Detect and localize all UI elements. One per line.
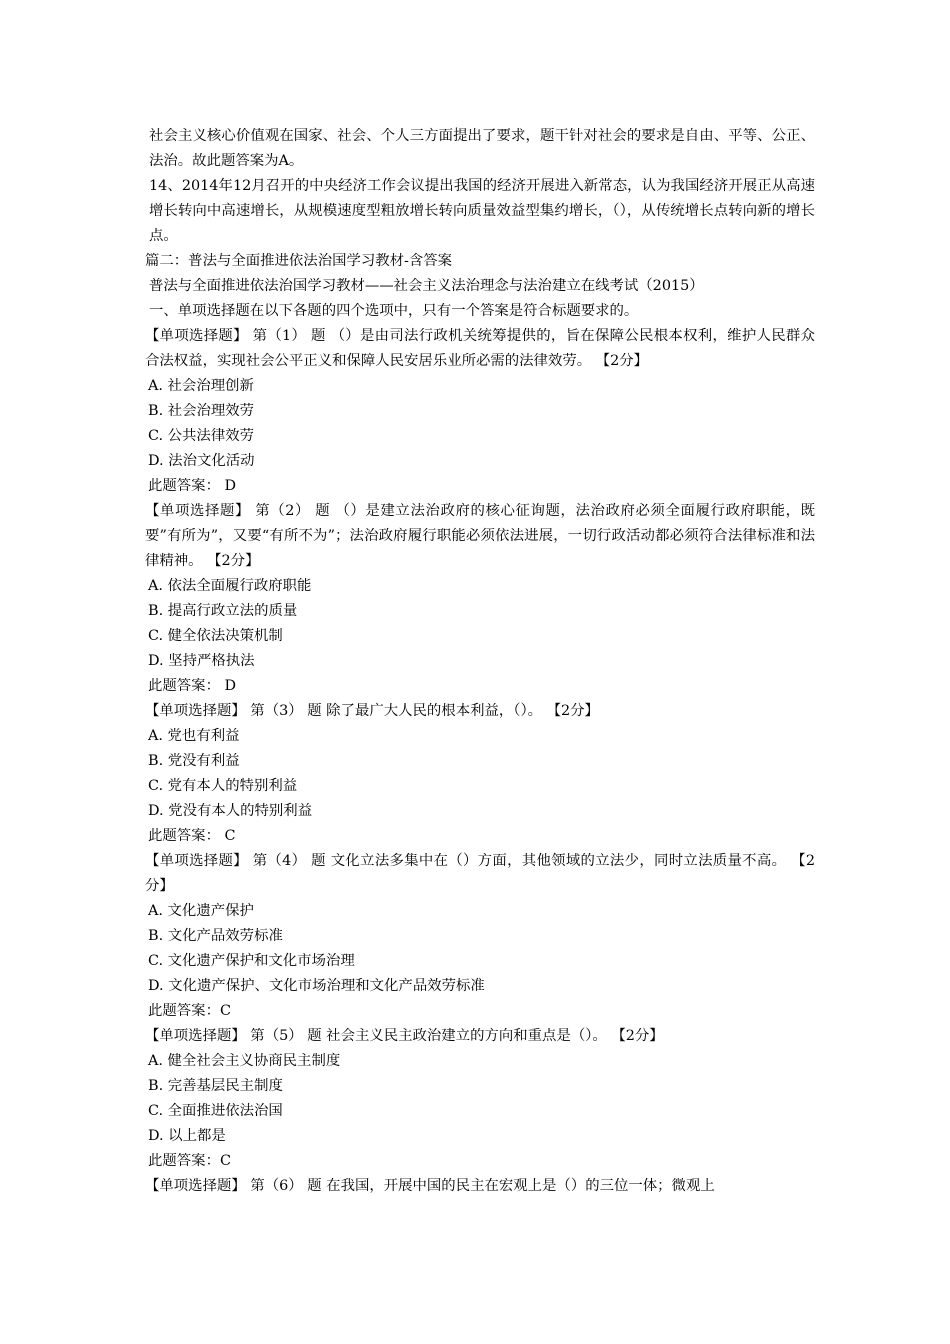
option-d: D. 党没有本人的特别利益 (148, 803, 313, 819)
answer-line: 此题答案：C (148, 1003, 231, 1019)
option-c: C. 党有本人的特别利益 (148, 778, 298, 794)
option-d: D. 以上都是 (148, 1128, 226, 1144)
option-c: C. 文化遗产保护和文化市场治理 (148, 953, 355, 969)
option-a: A. 文化遗产保护 (148, 903, 254, 919)
question-block-3 (145, 699, 815, 849)
option-c: C. 全面推进依法治国 (148, 1103, 283, 1119)
option-c: C. 公共法律效劳 (148, 428, 254, 444)
option-d: D. 坚持严格执法 (148, 653, 255, 669)
option-b: B. 社会治理效劳 (148, 403, 255, 419)
intro-paragraph: 社会主义核心价值观在国家、社会、个人三方面提出了要求，题干针对社会的要求是自由、平等、公正、法治。故此题答案为A。 (149, 128, 815, 169)
question-block-2 (145, 499, 815, 699)
option-d: D. 文化遗产保护、文化市场治理和文化产品效劳标准 (148, 978, 485, 994)
question-block-4 (145, 849, 815, 1024)
answer-line: 此题答案： D (148, 478, 237, 494)
option-b: B. 提高行政立法的质量 (148, 603, 298, 619)
option-c: C. 健全依法决策机制 (148, 628, 283, 644)
question-stem: 【单项选择题】 第（4） 题 文化立法多集中在（）方面，其他领域的立法少，同时立法质量不高。 【2分】 (145, 853, 815, 894)
answer-line: 此题答案： D (148, 678, 237, 694)
answer-line: 此题答案： C (148, 828, 236, 844)
section-heading: 篇二：普法与全面推进依法治国学习教材-含答案 (145, 253, 453, 269)
option-b: B. 完善基层民主制度 (148, 1078, 283, 1094)
option-a: A. 党也有利益 (148, 728, 240, 744)
option-a: A. 健全社会主义协商民主制度 (148, 1053, 341, 1069)
question-stem: 【单项选择题】 第（2） 题 （）是建立法治政府的核心征询题，法治政府必须全面履行政府职能，既要”有所为”，又要“有所不为”；法治政府履行职能必须依法进展，一切行政活动都必须符合法律标准和法律精神。 【2分】 (145, 503, 815, 569)
section-subtitle: 普法与全面推进依法治国学习教材——社会主义法治理念与法治建立在线考试（2015） (149, 278, 704, 294)
option-a: A. 社会治理创新 (148, 378, 254, 394)
answer-line: 此题答案：C (148, 1153, 231, 1169)
option-d: D. 法治文化活动 (148, 453, 255, 469)
question-14: 14、2014年12月召开的中央经济工作会议提出我国的经济开展进入新常态，认为我国经济开展正从高速增长转向中高速增长，从规模速度型粗放增长转向质量效益型集约增长，（），从传统增长点转向新的增长点。 (149, 178, 815, 244)
document-body (145, 124, 815, 1199)
question-stem: 【单项选择题】 第（1） 题 （）是由司法行政机关统筹提供的，旨在保障公民根本权利，维护人民群众合法权益，实现社会公平正义和保障人民安居乐业所必需的法律效劳。 【2分】 (145, 328, 815, 369)
question-stem: 【单项选择题】 第（3） 题 除了最广大人民的根本利益，（）。 【2分】 (145, 703, 599, 719)
option-a: A. 依法全面履行政府职能 (148, 578, 312, 594)
section-instruction: 一、单项选择题在以下各题的四个选项中，只有一个答案是符合标题要求的。 (149, 303, 639, 319)
question-stem-6: 【单项选择题】 第（6） 题 在我国，开展中国的民主在宏观上是（）的三位一体；微观上 (145, 1178, 715, 1194)
question-stem: 【单项选择题】 第（5） 题 社会主义民主政治建立的方向和重点是（）。 【2分】 (145, 1028, 664, 1044)
option-b: B. 党没有利益 (148, 753, 240, 769)
option-b: B. 文化产品效劳标准 (148, 928, 283, 944)
question-block-5 (145, 1024, 815, 1174)
question-block-1 (145, 324, 815, 499)
